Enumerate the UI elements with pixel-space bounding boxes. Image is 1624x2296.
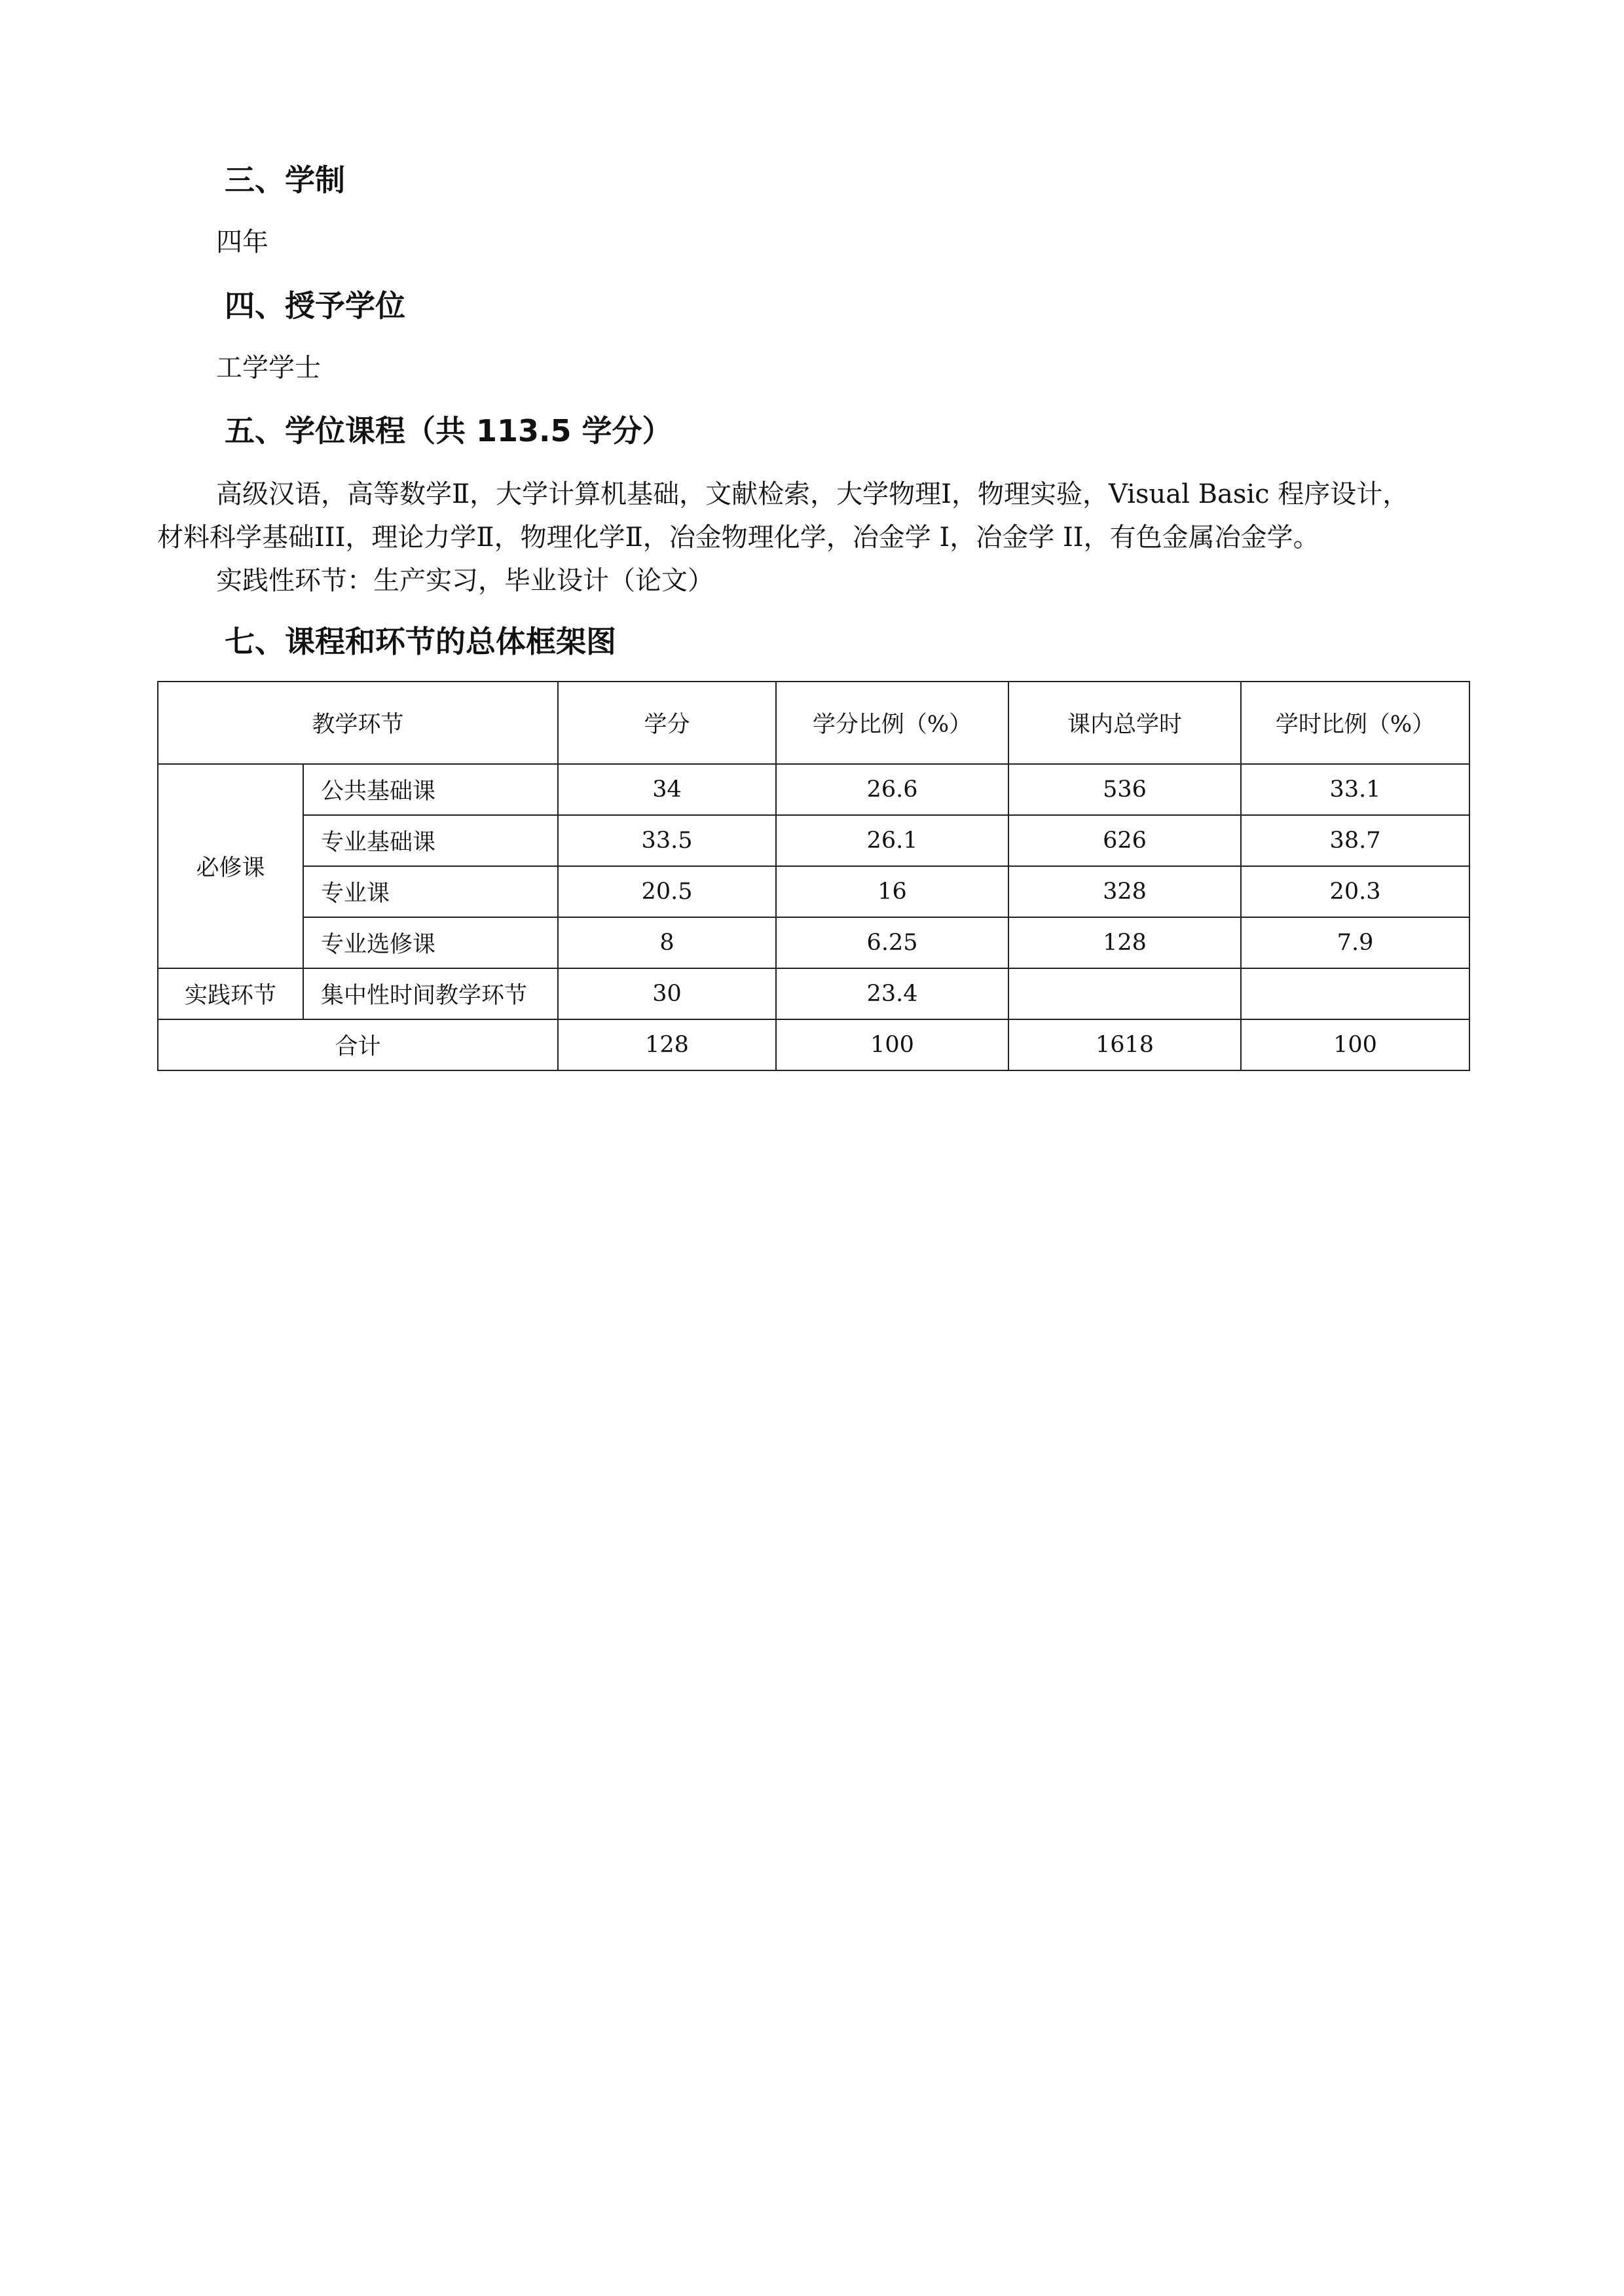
table-row xyxy=(158,815,1469,866)
header-total-hours: 课内总学时 xyxy=(1008,682,1241,764)
section-4-body: 工学学士 xyxy=(216,353,321,383)
row-credits: 20.5 xyxy=(558,866,776,917)
row-name: 专业基础课 xyxy=(303,815,558,866)
table-row xyxy=(158,866,1469,917)
section-4-heading: 四、授予学位 xyxy=(225,288,405,323)
table-header-row xyxy=(158,682,1469,764)
group-practice-sessions: 实践环节 xyxy=(158,968,303,1019)
row-hour-ratio: 33.1 xyxy=(1241,764,1469,815)
total-label: 合计 xyxy=(158,1019,558,1070)
group-required-courses: 必修课 xyxy=(158,764,303,968)
row-name: 专业选修课 xyxy=(303,917,558,968)
total-hours: 1618 xyxy=(1008,1019,1241,1070)
table-total-row xyxy=(158,1019,1469,1070)
header-teaching-section: 教学环节 xyxy=(158,682,558,764)
total-credit-ratio: 100 xyxy=(776,1019,1008,1070)
row-hour-ratio xyxy=(1241,968,1469,1019)
row-credits: 33.5 xyxy=(558,815,776,866)
total-hour-ratio: 100 xyxy=(1241,1019,1469,1070)
row-hour-ratio: 20.3 xyxy=(1241,866,1469,917)
row-name: 专业课 xyxy=(303,866,558,917)
row-hours: 536 xyxy=(1008,764,1241,815)
row-credit-ratio: 26.1 xyxy=(776,815,1008,866)
practice-sessions-line: 实践性环节：生产实习，毕业设计（论文） xyxy=(216,566,714,596)
row-hours: 626 xyxy=(1008,815,1241,866)
row-credits: 30 xyxy=(558,968,776,1019)
row-credits: 34 xyxy=(558,764,776,815)
section-5-heading: 五、学位课程（共 113.5 学分） xyxy=(225,413,673,448)
row-credit-ratio: 16 xyxy=(776,866,1008,917)
row-name: 公共基础课 xyxy=(303,764,558,815)
row-hour-ratio: 38.7 xyxy=(1241,815,1469,866)
table-row xyxy=(158,917,1469,968)
header-hour-ratio: 学时比例（%） xyxy=(1241,682,1469,764)
section-7-heading: 七、课程和环节的总体框架图 xyxy=(225,624,616,659)
row-hour-ratio: 7.9 xyxy=(1241,917,1469,968)
total-credits: 128 xyxy=(558,1019,776,1070)
row-name: 集中性时间教学环节 xyxy=(303,968,558,1019)
course-framework-table xyxy=(157,681,1470,1071)
row-credit-ratio: 23.4 xyxy=(776,968,1008,1019)
degree-courses-line-2: 材料科学基础III，理论力学Ⅱ，物理化学Ⅱ，冶金物理化学，冶金学 I，冶金学 II，有色金属冶金学。 xyxy=(157,522,1320,553)
row-hours: 128 xyxy=(1008,917,1241,968)
row-credit-ratio: 26.6 xyxy=(776,764,1008,815)
header-credit-ratio: 学分比例（%） xyxy=(776,682,1008,764)
section-3-heading: 三、学制 xyxy=(225,162,345,198)
header-credits: 学分 xyxy=(558,682,776,764)
row-credits: 8 xyxy=(558,917,776,968)
table-row xyxy=(158,764,1469,815)
section-3-body: 四年 xyxy=(216,227,268,257)
degree-courses-line-1: 高级汉语，高等数学Ⅱ，大学计算机基础，文献检索，大学物理Ⅰ，物理实验，Visual Basic 程序设计， xyxy=(216,479,1409,509)
row-hours: 328 xyxy=(1008,866,1241,917)
row-credit-ratio: 6.25 xyxy=(776,917,1008,968)
row-hours xyxy=(1008,968,1241,1019)
table-row xyxy=(158,968,1469,1019)
degree-courses-paragraph xyxy=(157,473,1467,602)
